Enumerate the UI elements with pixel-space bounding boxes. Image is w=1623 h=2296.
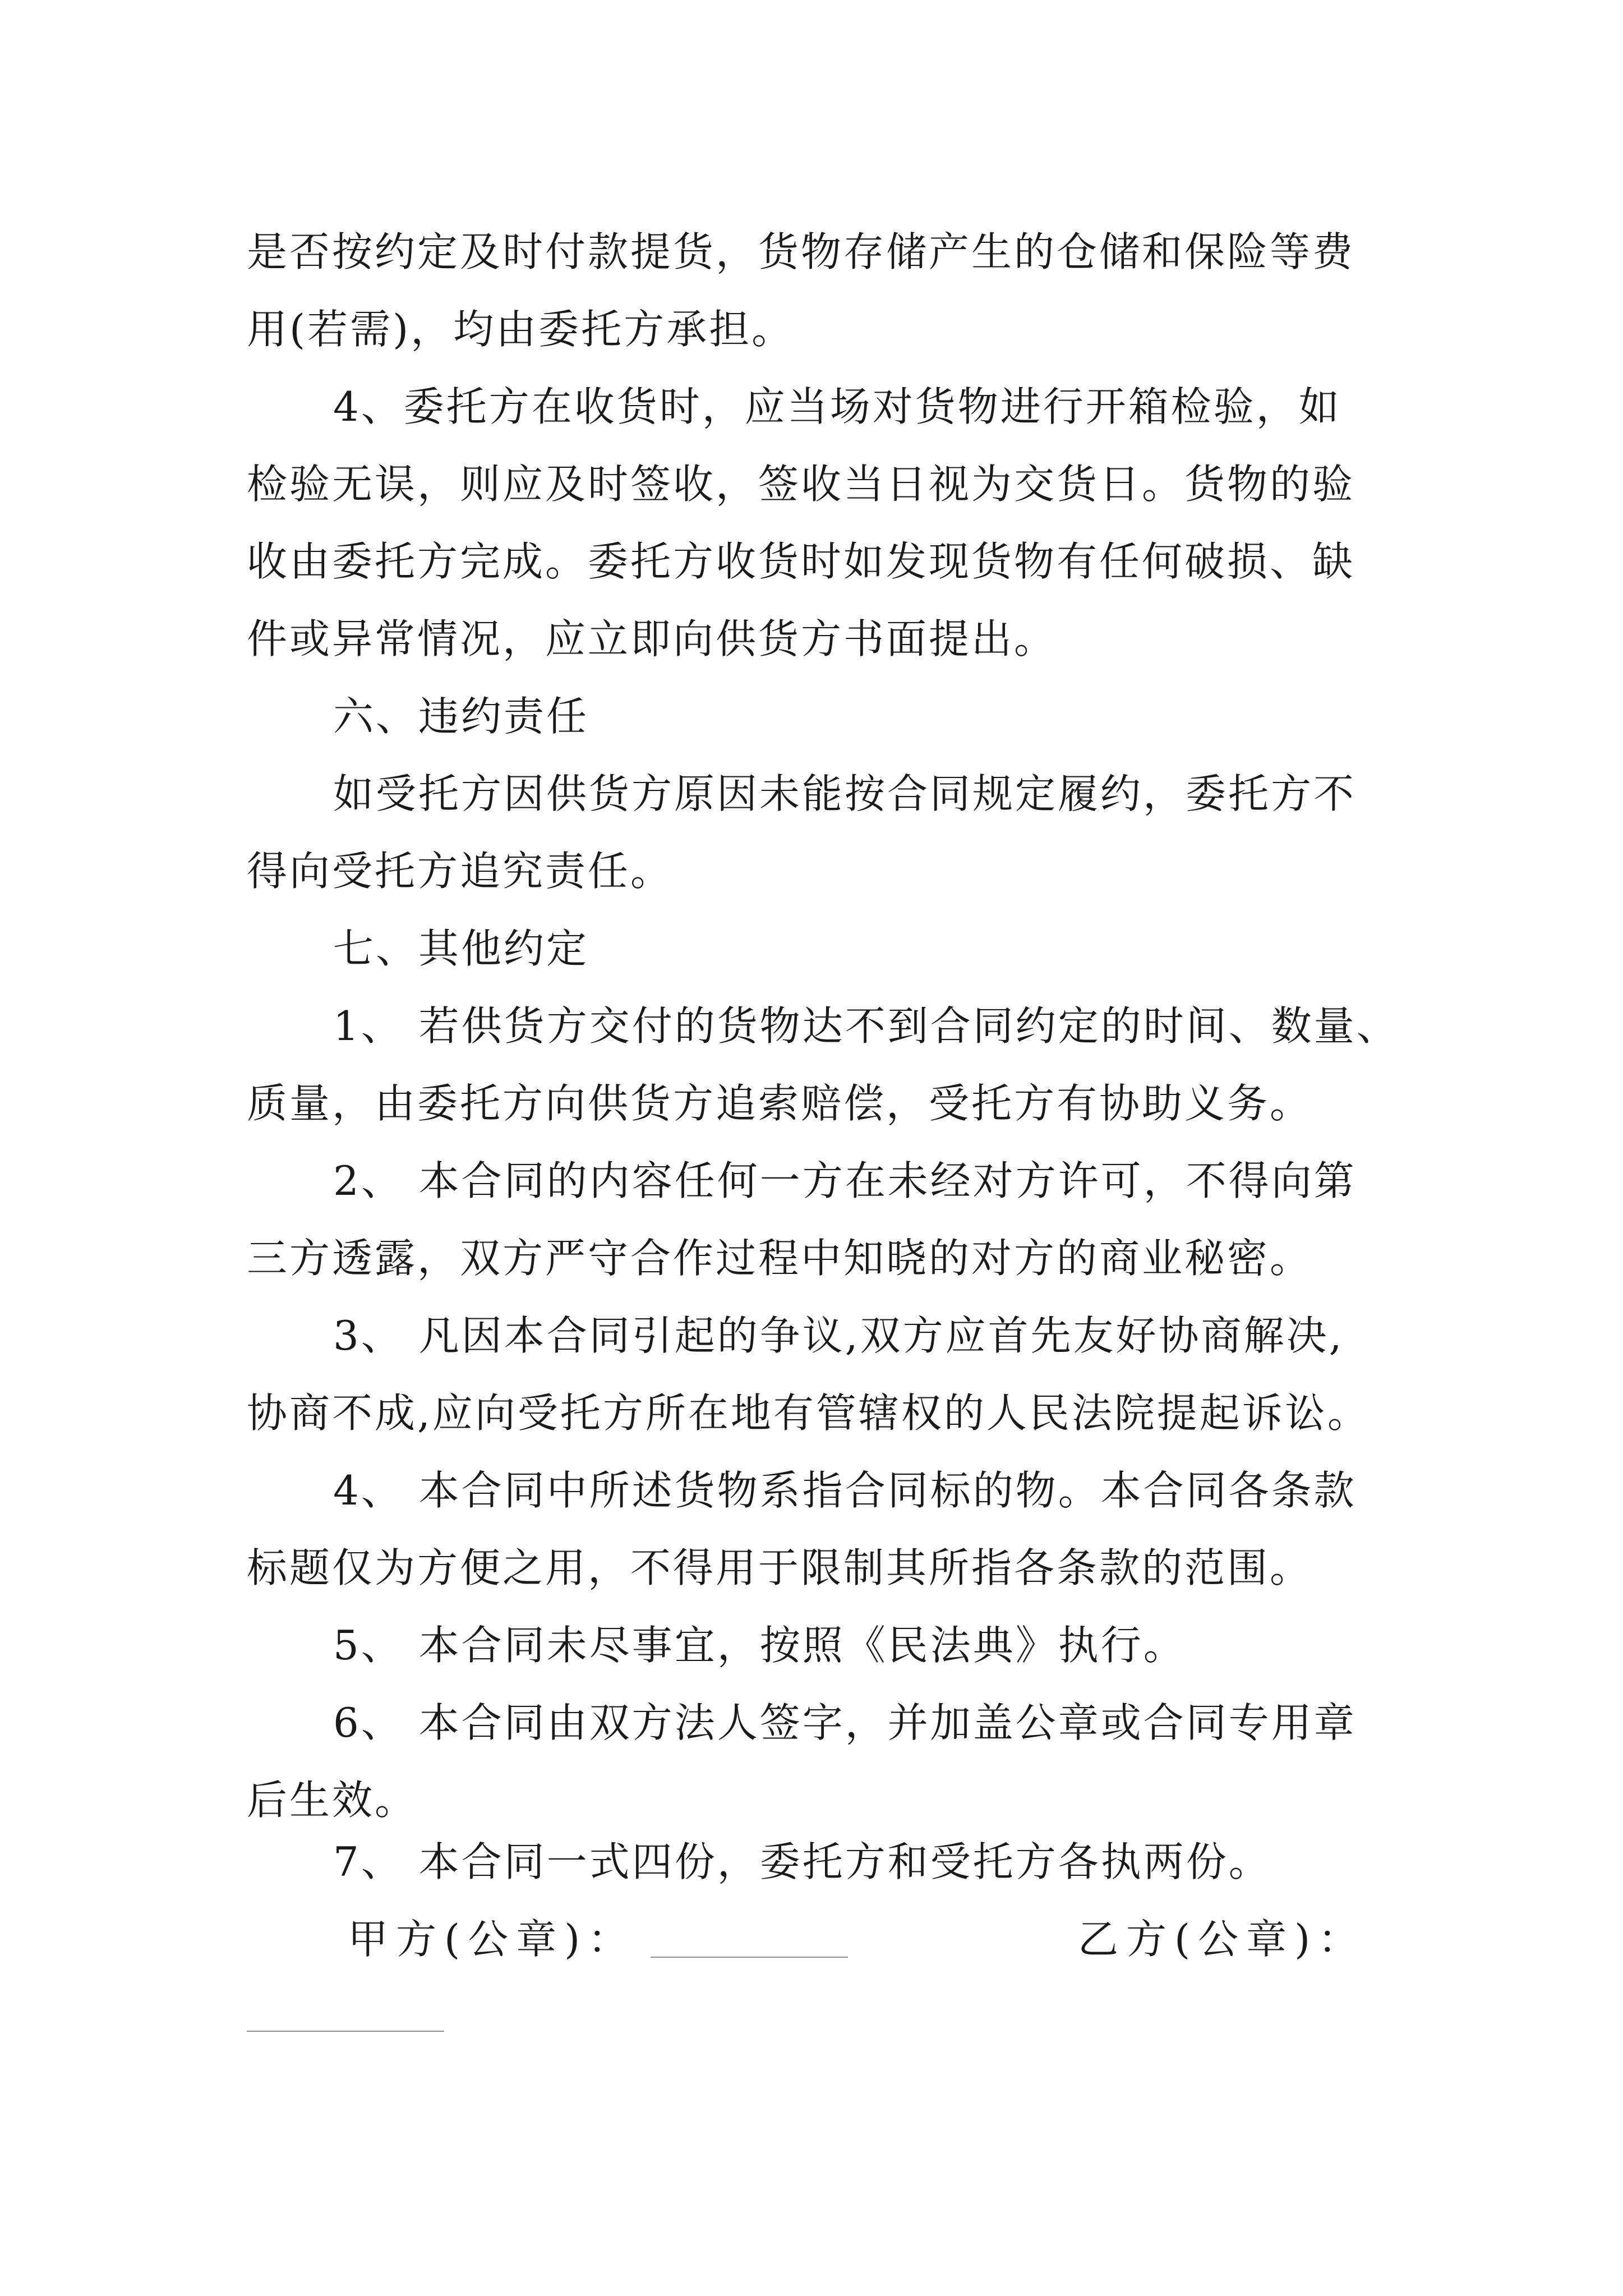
party-a-signature-line (651, 1957, 848, 1958)
signature-row (348, 1901, 1402, 1979)
paragraph-liability (247, 755, 1402, 910)
text-line: 4、 本合同中所述货物系指合同标的物。本合同各条款 (333, 1467, 1357, 1514)
paragraph-storage-costs (247, 213, 1402, 368)
text-line: 七、其他约定 (333, 925, 589, 972)
text-line: 7、 本合同一式四份，委托方和受托方各执两份。 (333, 1838, 1271, 1885)
paragraph-other-item-6 (247, 1684, 1402, 1839)
section-heading-other (247, 910, 1402, 987)
text-line: 件或异常情况，应立即向供货方书面提出。 (247, 615, 1057, 662)
text-line: 4、委托方在收货时，应当场对货物进行开箱检验，如 (333, 383, 1341, 430)
text-line: 6、 本合同由双方法人签字，并加盖公章或合同专用章 (333, 1699, 1357, 1746)
paragraph-other-item-3 (247, 1297, 1402, 1452)
text-line: 六、违约责任 (333, 693, 589, 740)
text-line: 后生效。 (247, 1777, 418, 1824)
text-line: 标题仅为方便之用，不得用于限制其所指各条款的范围。 (247, 1544, 1313, 1591)
text-line: 1、 若供货方交付的货物达不到合同约定的时间、数量、 (333, 1002, 1399, 1050)
text-line: 三方透露，双方严守合作过程中知晓的对方的商业秘密。 (247, 1235, 1313, 1282)
paragraph-other-item-4 (247, 1452, 1402, 1607)
paragraph-clause-4-inspection (247, 368, 1402, 678)
text-line: 收由委托方完成。委托方收货时如发现货物有任何破损、缺 (247, 538, 1355, 585)
text-line: 5、 本合同未尽事宜，按照《民法典》执行。 (333, 1622, 1186, 1669)
text-line: 如受托方因供货方原因未能按合同规定履约，委托方不 (333, 770, 1357, 817)
party-a-seal-label: 甲方(公章)： (348, 1916, 637, 1963)
text-line: 检验无误，则应及时签收，签收当日视为交货日。货物的验 (247, 461, 1355, 508)
paragraph-other-item-2 (247, 1142, 1402, 1297)
text-line: 得向受托方追究责任。 (247, 848, 674, 895)
text-line: 协商不成,应向受托方所在地有管辖权的人民法院提起诉讼。 (247, 1389, 1370, 1437)
party-b-signature-line (247, 2031, 444, 2032)
text-line: 质量，由委托方向供货方追索赔偿，受托方有协助义务。 (247, 1080, 1313, 1127)
text-line: 是否按约定及时付款提货，货物存储产生的仓储和保险等费 (247, 228, 1355, 275)
text-line: 3、 凡因本合同引起的争议,双方应首先友好协商解决, (333, 1312, 1344, 1359)
text-line: 用(若需)，均由委托方承担。 (247, 306, 795, 353)
party-b-seal-label: 乙方(公章)： (1078, 1916, 1367, 1963)
text-line: 2、 本合同的内容任何一方在未经对方许可，不得向第 (333, 1157, 1357, 1204)
section-heading-liability (247, 678, 1402, 755)
paragraph-other-item-5 (247, 1607, 1402, 1684)
paragraph-other-item-1 (247, 987, 1402, 1142)
paragraph-other-item-7 (247, 1823, 1402, 1901)
